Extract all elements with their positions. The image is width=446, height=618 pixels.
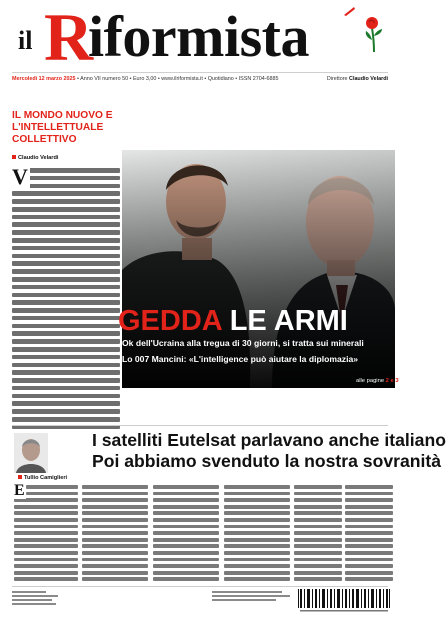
second-story-headline <box>92 430 446 472</box>
rose-emblem-icon <box>360 14 388 54</box>
second-story-author-name: Tullio Camiglieri <box>24 475 68 481</box>
barcode <box>296 587 392 614</box>
editorial-title: IL MONDO NUOVO E L'INTELLETTUALE COLLETTIVO <box>12 110 113 145</box>
issue-details: • Anno VII numero 50 • Euro 3,00 • www.ilriformista.it • Quotidiano • ISSN 2704-6885 <box>77 76 279 82</box>
author-marker-icon <box>18 475 22 479</box>
lead-subhead-2: Lo 007 Mancini: «L'intelligence può aiutare la diplomazia» <box>122 354 359 364</box>
section-divider <box>12 425 388 426</box>
editorial-column <box>12 110 120 430</box>
second-headline-line-2: Poi abbiamo svenduto la nostra sovranità <box>92 451 442 471</box>
info-bar <box>12 72 388 84</box>
author-marker-icon <box>12 155 16 159</box>
issue-info <box>12 76 279 82</box>
masthead <box>0 0 400 80</box>
headline-white-part: LE ARMI <box>229 305 348 337</box>
author-portrait <box>14 433 48 473</box>
masthead-prefix: il <box>18 26 33 55</box>
accent-mark-icon <box>342 6 356 16</box>
director-name: Claudio Velardi <box>349 76 388 82</box>
second-headline-line-1: I satelliti Eutelsat parlavano anche italiano <box>92 430 446 450</box>
editorial-author-name: Claudio Velardi <box>18 155 59 161</box>
second-story-dropcap: E <box>14 482 25 499</box>
issue-date: Mercoledì 12 marzo 2025 <box>12 76 76 82</box>
page-jump-label: alle pagine <box>356 378 385 384</box>
lead-subhead-1: Ok dell'Ucraina alla tregua di 30 giorni, si tratta sui minerali <box>122 338 364 348</box>
lead-photo <box>122 150 395 388</box>
article-column <box>14 482 78 583</box>
editorial-dropcap: V <box>12 164 28 189</box>
second-story-author <box>18 475 67 481</box>
editorial-author <box>12 155 58 161</box>
lead-headline <box>118 304 348 338</box>
page-jump <box>356 378 399 384</box>
director-label: Direttore <box>326 76 348 82</box>
article-column <box>153 485 219 583</box>
article-column <box>345 485 393 583</box>
article-column <box>82 485 148 583</box>
masthead-title: iformista <box>88 4 309 69</box>
masthead-logo-letter: R <box>44 0 94 75</box>
director-info <box>327 76 388 82</box>
editorial-body <box>12 164 120 433</box>
article-column <box>224 485 290 583</box>
article-column <box>294 485 342 583</box>
headline-red-part: GEDDA <box>118 305 222 337</box>
page-jump-pages: 2 e 3 <box>385 378 399 384</box>
